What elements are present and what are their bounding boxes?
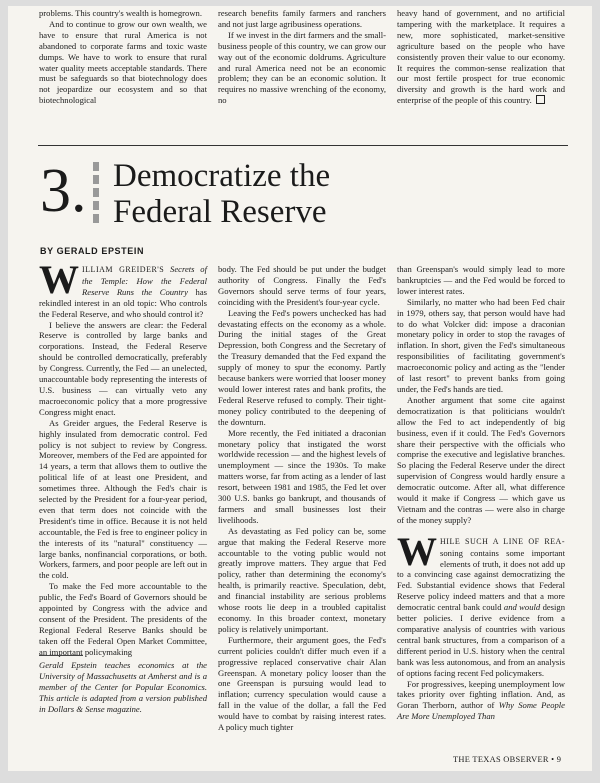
- article-col1-para: As Greider argues, the Federal Reserve is highly insulated from democratic control. Fed policy is not subject to review by Congress. Moreover, members of the Fed are appointed for 14 years, a term that allows them to outlive the political life of at least one President, and sometimes three. Although the Fed's chair is selected by the President for a four-year period, even that term does not coincide with the President's time in office. Because it is not held accountable, the Fed is free to engineer policy in the interests of its "natural" constituency — large banks, nonfinancial corporations, or both. Workers, farmers, and poor people are left out in the cold.: [39, 417, 207, 581]
- top-col1-para-1: problems. This country's wealth is homegrown.: [39, 8, 202, 18]
- top-column-2: [218, 8, 386, 106]
- lead-rest: has rekindled interest in an old topic: Who controls the Federal Reserve, and who should control it?: [39, 286, 207, 319]
- magazine-page: [8, 6, 592, 771]
- top-col1-para-2: And to continue to grow our own wealth, we have to ensure that rural America is not abandoned to corporate farms and toxic waste dumps. We have to work to ensure that rural water quality meets acceptable standards. There must be safeguards so that biotechnology does not jeopardize our ecosystem and so that biotechnological: [39, 18, 207, 106]
- headline-title-line-1: Democratize the: [113, 158, 331, 194]
- lead-small-caps: ILLIAM GREIDER'S: [82, 265, 165, 274]
- article-col3-para: Another argument that some cite against democratization is that politicians wouldn't allow the Fed to act independently of big business, even if it could. The Fed's Governors share their perspective with the officials who comprise the executive and legislative branches. So placing the Federal Reserve under the direct supervision of Congress would hardly ensure a democratic outcome. After all, what difference would it make if Congress — which gave us Vietnam and the contras — were also in charge of the money supply?: [397, 394, 565, 525]
- article-col2-para: More recently, the Fed initiated a draconian monetary policy that instigated the worst worldwide recession — and the highest levels of unemployment — since the 1930s. To make matters worse, far from acting as a lender of last resort, between 1981 and 1985, the Fed let over 300 U.S. banks go bankrupt, and thousands of farmers and small businesses lost their livelihoods.: [218, 427, 386, 525]
- section-small-caps: HILE SUCH A LINE OF REA-: [440, 536, 565, 546]
- article-col3-para: than Greenspan's would simply lead to more bankruptcies — and the Fed would be forced to lower interest rates.: [397, 264, 565, 296]
- headline: [40, 152, 580, 240]
- article-col2-para: body. The Fed should be put under the budget authority of Congress. Finally the Fed's Governors should serve terms of four years, coinciding with the President's four-year cycle.: [218, 264, 386, 307]
- article-col2-para: Furthermore, their argument goes, the Fed's current policies couldn't differ much even if a progressive replaced conservative chair Alan Greenspan. A monetary policy looser than the one Greenspan is pursuing would lead to inflation; currency speculation would cause a fall in the value of the dollar, a fall the Fed would have to combat by raising interest rates. A policy much tighter: [218, 634, 386, 733]
- page-footer: THE TEXAS OBSERVER • 9: [453, 755, 562, 764]
- end-of-article-mark: [536, 95, 545, 104]
- article-col2-para: Leaving the Fed's powers unchecked has had devastating effects on the economy as a whole. During the initial stages of the Great Depression, both Congress and the Secretary of the Treasury demanded that the Fed expand the supply of money to spur the economy. Partly because bankers were worried that looser money would lower interest rates and bank profits, the Federal Reserve refused to comply. Their tight-money policy contributed to the deepening of the downturn.: [218, 307, 386, 427]
- top-col2-para-1: research benefits family farmers and ranchers and not just large agribusiness operations.: [218, 8, 386, 29]
- article-lead-paragraph: [39, 257, 207, 320]
- section-text-2: design better policies. I derive evidence from a comparative analysis of countries with various central bank structures, from a comparison of a different period in U.S. history when the central bank was less autonomous, and from an analysis of options facing recent Fed policymakers.: [397, 602, 565, 678]
- article-col1-para: To make the Fed more accountable to the public, the Fed's Board of Governors should be appointed by Congress with the advice and consent of the President. The presidents of the Regional Federal Reserve Banks should be taken off the Federal Open Market Committee, an important policymaking: [39, 581, 207, 657]
- author-bio: Gerald Epstein teaches economics at the University of Massachusetts at Amherst and is a member of the Center for Popular Economics. This article is adapted from a version published in Dollars & Sense magazine.: [39, 660, 207, 714]
- section-drop-cap: W: [397, 528, 437, 574]
- section-break-paragraph: [397, 528, 565, 679]
- article-col3-last-para: For progressives, keeping unemployment low takes priority over fighting inflation. And, as Goran Therborn, author of Why Some People Are More Unemployed Than: [397, 678, 565, 722]
- article-column-2: [218, 264, 386, 733]
- section-italic: and would: [503, 602, 541, 613]
- article-column-1: [39, 257, 207, 658]
- headline-title-line-2: Federal Reserve: [113, 194, 327, 230]
- book-title: Secrets of the Temple: How the Federal Reserve Runs the Country: [82, 264, 207, 297]
- top-column-1: [39, 8, 207, 106]
- article-col1-para: I believe the answers are clear: the Federal Reserve is controlled by large banks and corporations. Instead, the Federal Reserve should be controlled democratically, preferably by Congress. Currently, the Fed — an unelected, unaccountable body representing the interests of U.S. business — can virtually veto any macroeconomic policy that a more progressive Congress might enact.: [39, 319, 207, 417]
- article-column-3: [397, 264, 565, 722]
- headline-number: 3.: [40, 157, 87, 225]
- top-col3-para-1: heavy hand of government, and no artificial tampering with the marketplace. It requires a new, more sophisticated, market-sensitive agriculture based on the people who have consistently proven their value to our economy. It requires the common-sense realization that our most fertile prospect for true economic diversity and growth is the hard work and enterprise of the people of this country.: [397, 8, 565, 106]
- drop-cap: W: [39, 257, 79, 302]
- article-col2-para: As devastating as Fed policy can be, some argue that making the Federal Reserve more accountable to the voting public would not greatly improve matters. They argue that Fed policy, rather than determining the economy's health, is primarily reactive. Speculation, debt, and financial instability are serious problems whose roots lie deep in a troubled capitalist economy. In this broader context, monetary policy is relatively unimportant.: [218, 525, 386, 634]
- bio-rule: [39, 655, 83, 656]
- cited-book-title: Why Some People Are More Unemployed Than: [397, 700, 565, 722]
- headline-title: [113, 158, 330, 230]
- headline-dash-ornament: [93, 162, 101, 226]
- top-column-3: [397, 8, 565, 106]
- byline: BY GERALD EPSTEIN: [40, 246, 145, 256]
- article-col3-para: Similarly, no matter who had been Fed chair in 1979, others say, that person would have had to do what Volcker did: impose a draconian monetary policy in order to stop the ravages of inflation. In short, given the Fed's simultaneous responsibilities of facilitating government's macroeconomic policy and acting as the "lender of last resort" to prevent banks from going under, the Fed's hands are tied.: [397, 296, 565, 394]
- section-text: soning contains some important elements of truth, it does not add up to a convincing case against democratizing the Fed. Substantial evidence shows that Federal Reserve policy indeed matters and that a more democratic central bank could: [397, 547, 565, 613]
- top-col2-para-2: If we invest in the dirt farmers and the small-business people of this country, we can grow our way out of the economic doldrums. Agriculture and rural America need not be an economic problem; they can be an economic solution. It requires no massive wrenching of the economy, no: [218, 29, 386, 106]
- section-divider-rule: [38, 145, 568, 146]
